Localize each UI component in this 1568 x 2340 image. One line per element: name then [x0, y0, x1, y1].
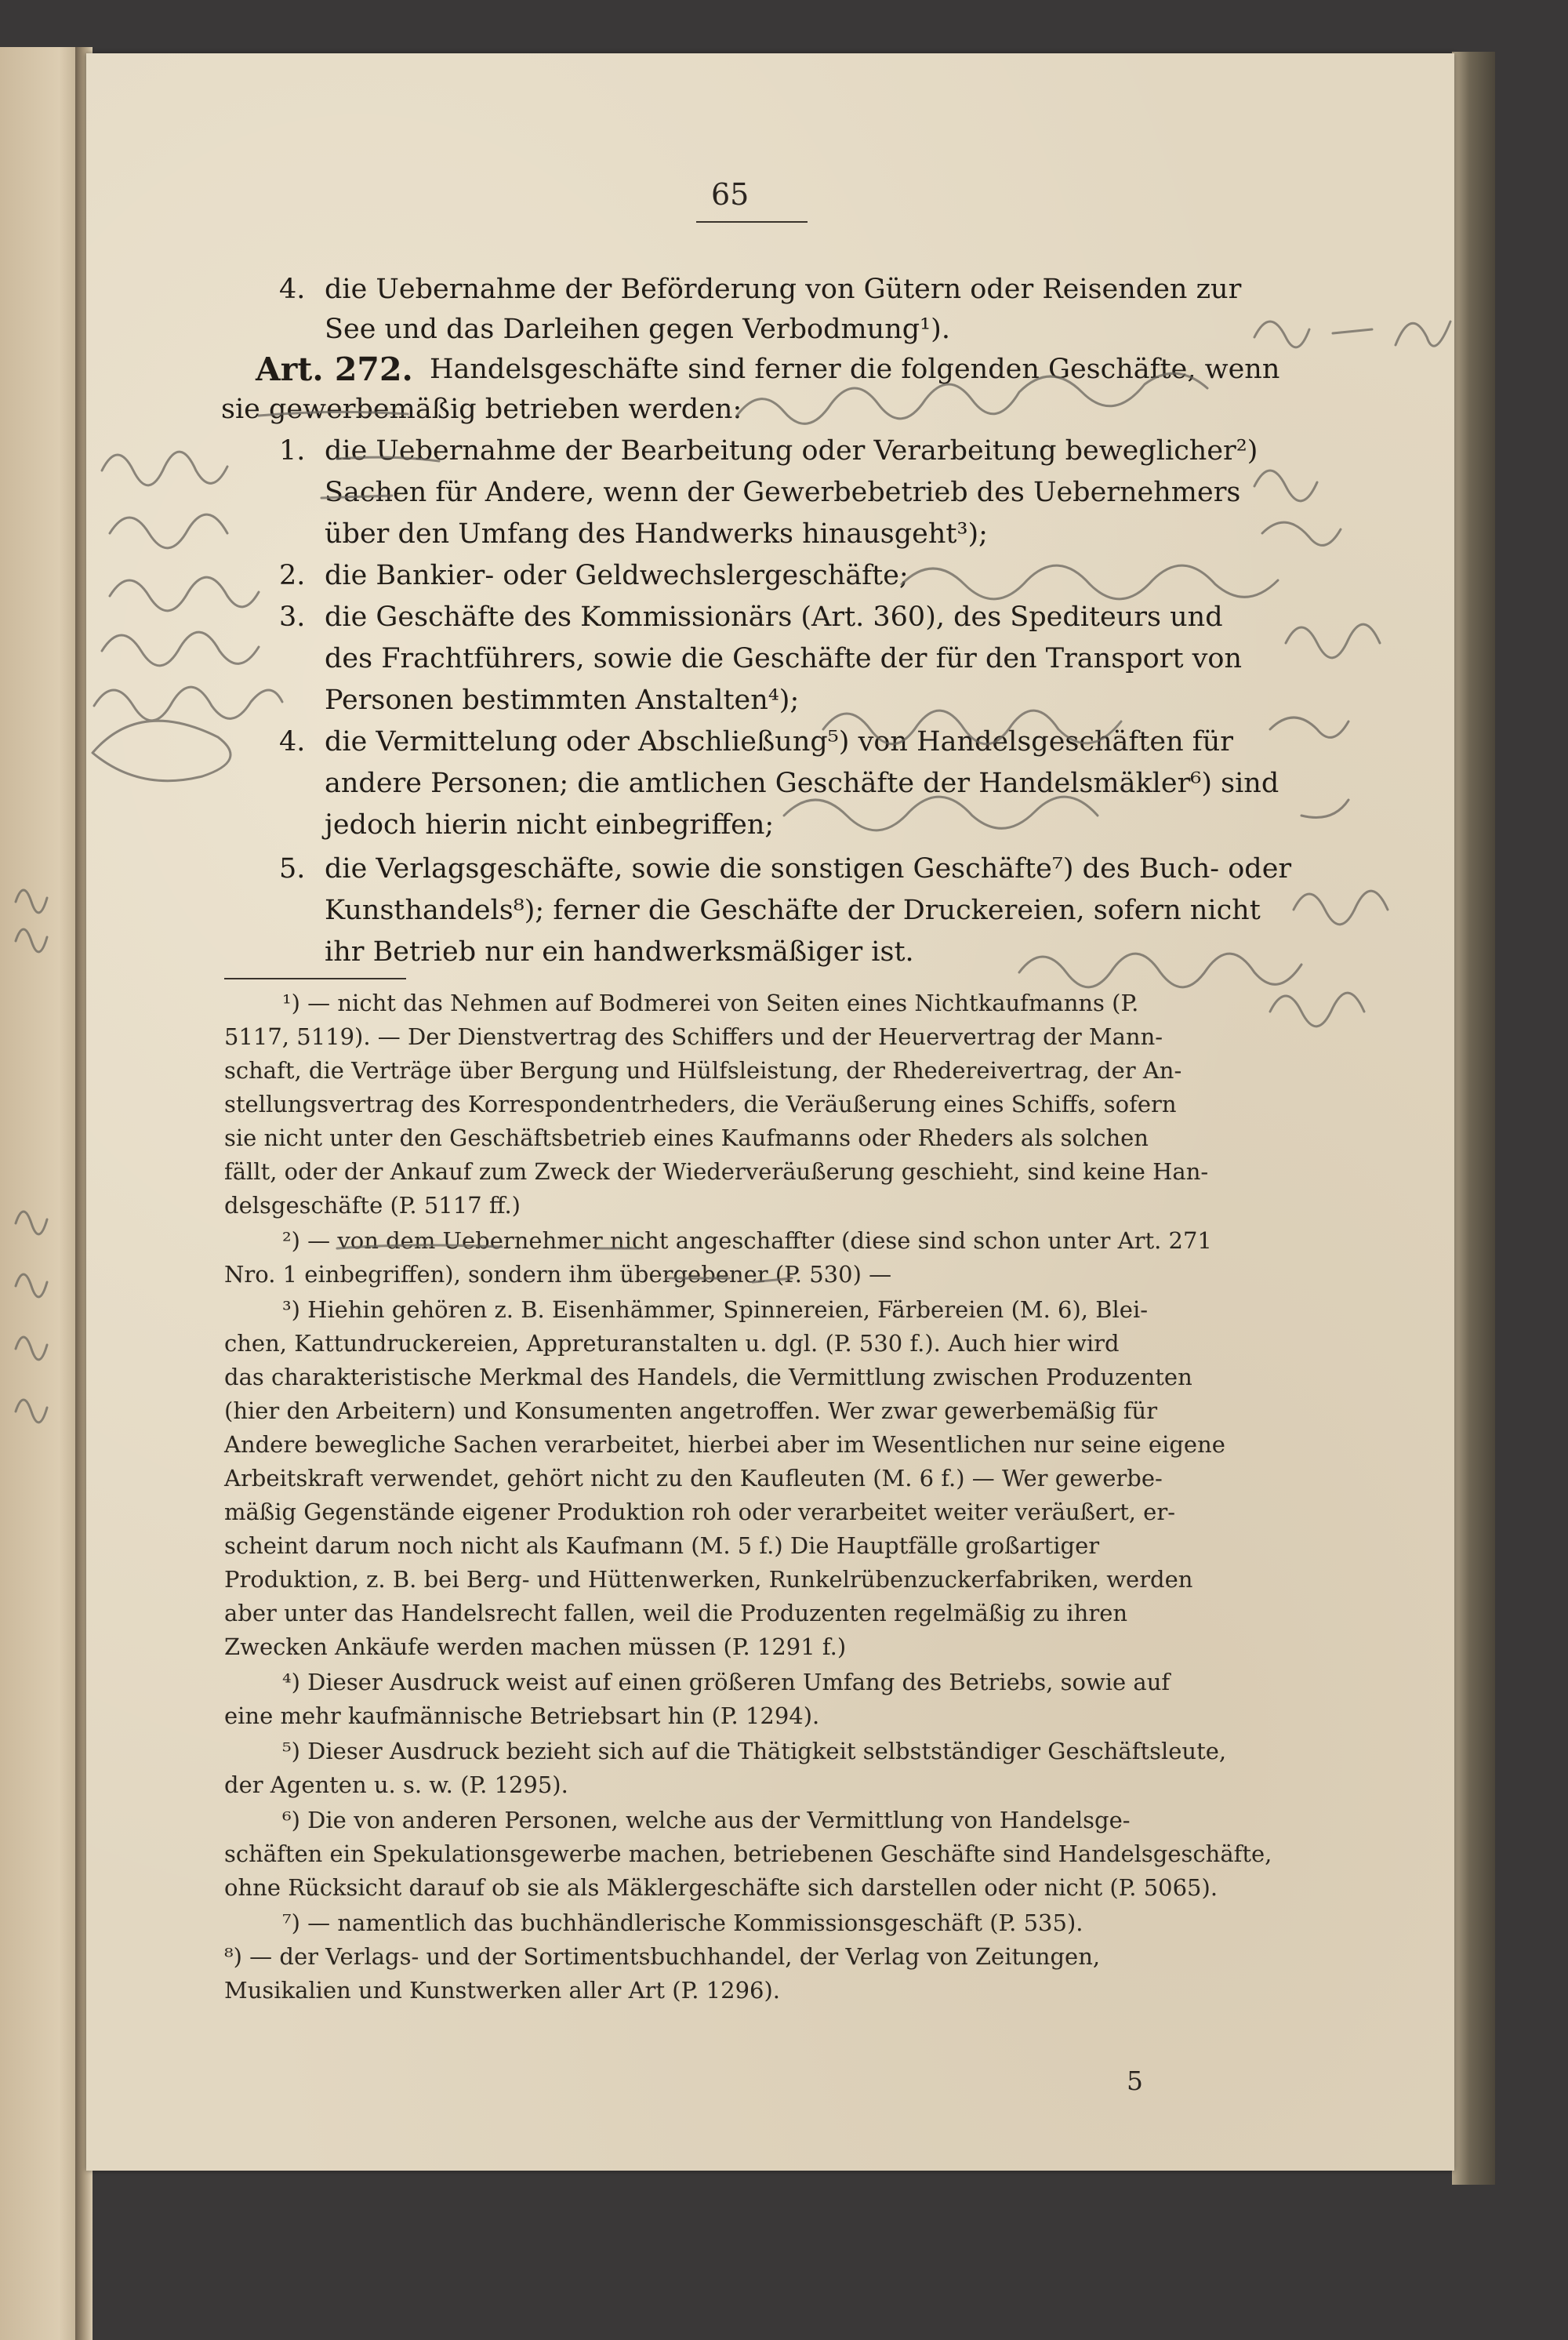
text-line: See und das Darleihen gegen Verbodmung¹). — [325, 314, 950, 345]
item-number: 5. — [279, 853, 306, 885]
footnote-line: schaft, die Verträge über Bergung und Hülfsleistung, der Rhedereivertrag, der An- — [224, 1057, 1182, 1084]
text-line: die Uebernahme der Bearbeitung oder Verarbeitung beweglicher²) — [325, 435, 1258, 467]
footnote-line: (hier den Arbeitern) und Konsumenten angetroffen. Wer zwar gewerbemäßig für — [224, 1397, 1158, 1424]
item-number: 4. — [279, 274, 306, 305]
footnote-line: chen, Kattundruckereien, Appreturanstalten u. dgl. (P. 530 f.). Auch hier wird — [224, 1330, 1120, 1357]
footnote-line: ⁴) Dieser Ausdruck weist auf einen größeren Umfang des Betriebs, sowie auf — [282, 1669, 1171, 1695]
footnote-line: ⁸) — der Verlags- und der Sortimentsbuchhandel, der Verlag von Zeitungen, — [224, 1943, 1101, 1970]
text-line: des Frachtführers, sowie die Geschäfte der für den Transport von — [325, 643, 1243, 674]
text-line: die Geschäfte des Kommissionärs (Art. 360), des Spediteurs und — [325, 601, 1223, 633]
text-line: die Uebernahme der Beförderung von Gütern oder Reisenden zur — [325, 274, 1242, 305]
text-line: jedoch hierin nicht einbegriffen; — [325, 809, 775, 841]
text-line: sie gewerbemäßig betrieben werden: — [221, 394, 742, 425]
footnote-line: eine mehr kaufmännische Betriebsart hin (P. 1294). — [224, 1702, 820, 1729]
footnote-line: ⁷) — namentlich das buchhändlerische Kommissionsgeschäft (P. 535). — [282, 1909, 1083, 1936]
footnote-line: der Agenten u. s. w. (P. 1295). — [224, 1771, 568, 1798]
footnote-line: mäßig Gegenstände eigener Produktion roh oder verarbeitet weiter veräußert, er- — [224, 1499, 1175, 1525]
footnote-line: das charakteristische Merkmal des Handels, die Vermittlung zwischen Produzenten — [224, 1364, 1192, 1390]
footnote-line: stellungsvertrag des Korrespondentrheders, die Veräußerung eines Schiffs, sofern — [224, 1091, 1177, 1117]
footnote-line: delsgeschäfte (P. 5117 ff.) — [224, 1192, 521, 1219]
item-number: 4. — [279, 726, 306, 758]
signature-number: 5 — [1127, 2066, 1143, 2096]
article-label: Art. 272. — [256, 351, 413, 388]
footnote-line: ⁶) Die von anderen Personen, welche aus der Vermittlung von Handelsge- — [282, 1807, 1131, 1833]
text-line: Personen bestimmten Anstalten⁴); — [325, 685, 800, 716]
footnote-line: sie nicht unter den Geschäftsbetrieb eines Kaufmanns oder Rheders als solchen — [224, 1125, 1149, 1151]
footnote-line: fällt, oder der Ankauf zum Zweck der Wiederveräußerung geschieht, sind keine Han- — [224, 1158, 1209, 1185]
item-number: 1. — [279, 435, 306, 467]
footnote-line: schäften ein Spekulationsgewerbe machen, betriebenen Geschäfte sind Handelsgeschäfte, — [224, 1840, 1272, 1867]
footnote-line: ⁵) Dieser Ausdruck bezieht sich auf die Thätigkeit selbstständiger Geschäftsleute, — [282, 1738, 1227, 1764]
text-line: die Bankier- oder Geldwechslergeschäfte; — [325, 560, 909, 591]
footnote-line: Andere bewegliche Sachen verarbeitet, hierbei aber im Wesentlichen nur seine eigene — [224, 1431, 1225, 1458]
item-number: 3. — [279, 601, 306, 633]
footnote-line: ohne Rücksicht darauf ob sie als Mäklergeschäfte sich darstellen oder nicht (P. 5065). — [224, 1874, 1218, 1901]
footnote-line: scheint darum noch nicht als Kaufmann (M. 5 f.) Die Hauptfälle großartiger — [224, 1532, 1100, 1559]
footnote-line: ¹) — nicht das Nehmen auf Bodmerei von Seiten eines Nichtkaufmanns (P. — [282, 990, 1139, 1016]
footnote-line: Musikalien und Kunstwerken aller Art (P. 1296). — [224, 1977, 781, 2004]
footnote-line: aber unter das Handelsrecht fallen, weil die Produzenten regelmäßig zu ihren — [224, 1600, 1128, 1626]
footnote-line: 5117, 5119). — Der Dienstvertrag des Schiffers und der Heuervertrag der Mann- — [224, 1023, 1163, 1050]
footnote-line: ³) Hiehin gehören z. B. Eisenhämmer, Spinnereien, Färbereien (M. 6), Blei- — [282, 1296, 1149, 1323]
footnote-line: Arbeitskraft verwendet, gehört nicht zu den Kaufleuten (M. 6 f.) — Wer gewerbe- — [224, 1465, 1163, 1492]
footnote-line: Produktion, z. B. bei Berg- und Hüttenwerken, Runkelrübenzuckerfabriken, werden — [224, 1566, 1193, 1593]
text-line: die Vermittelung oder Abschließung⁵) von Handelsgeschäften für — [325, 726, 1234, 758]
text-line: über den Umfang des Handwerks hinausgeht³); — [325, 518, 988, 550]
text-line: Sachen für Andere, wenn der Gewerbebetrieb des Uebernehmers — [325, 477, 1241, 508]
item-number: 2. — [279, 560, 306, 591]
footnote-line: Zwecken Ankäufe werden machen müssen (P. 1291 f.) — [224, 1633, 847, 1660]
text-line: andere Personen; die amtlichen Geschäfte der Handelsmäkler⁶) sind — [325, 768, 1279, 799]
text-line: die Verlagsgeschäfte, sowie die sonstigen Geschäfte⁷) des Buch- oder — [325, 853, 1292, 885]
text-line: Handelsgeschäfte sind ferner die folgenden Geschäfte, wenn — [430, 354, 1280, 385]
footnote-line: Nro. 1 einbegriffen), sondern ihm übergebener (P. 530) — — [224, 1261, 892, 1288]
text-line: Kunsthandels⁸); ferner die Geschäfte der Druckereien, sofern nicht — [325, 895, 1261, 926]
page-number: 65 — [711, 177, 750, 212]
footnote-line: ²) — von dem Uebernehmer nicht angeschaffter (diese sind schon unter Art. 271 — [282, 1227, 1212, 1254]
text-line: ihr Betrieb nur ein handwerksmäßiger ist. — [325, 936, 914, 968]
